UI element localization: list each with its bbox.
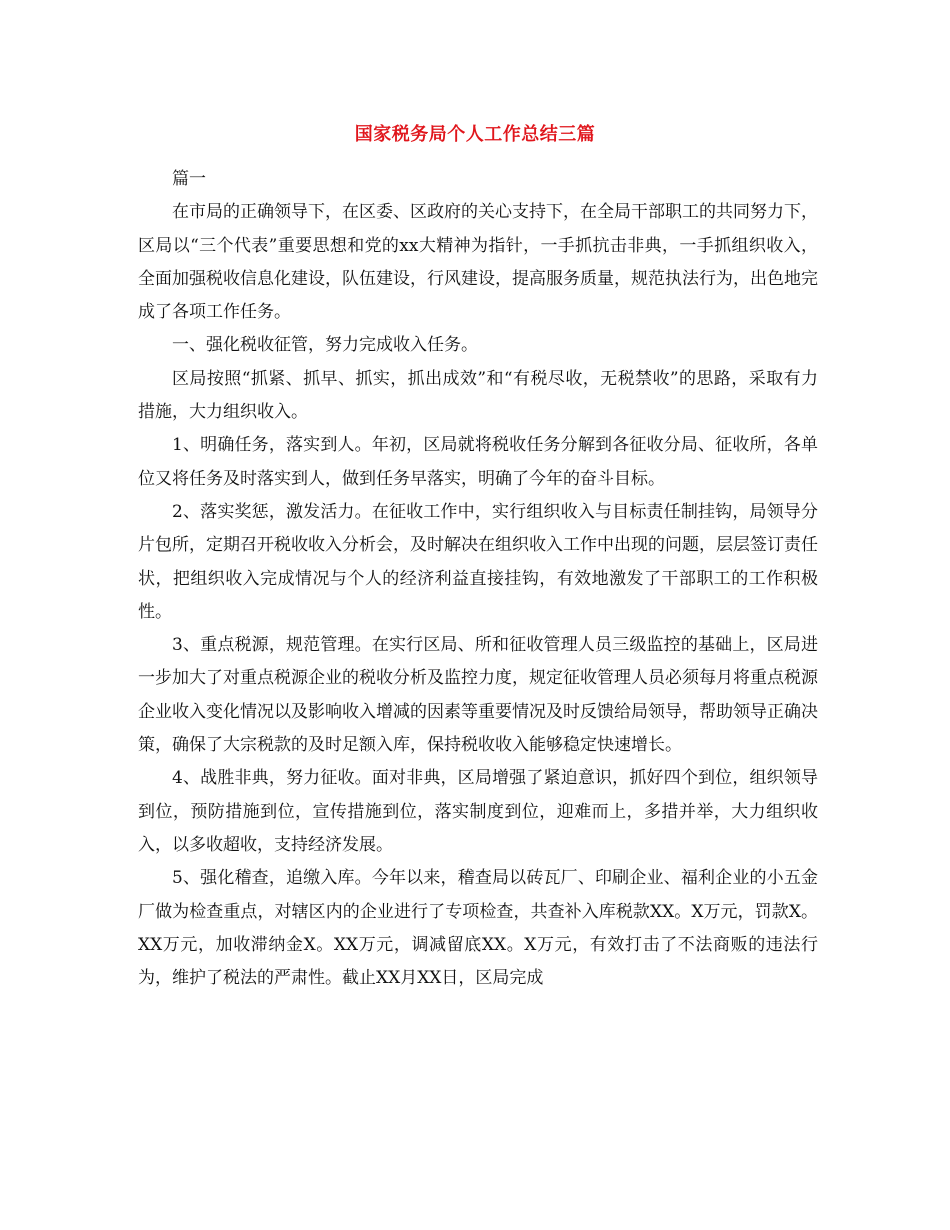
document-title: 国家税务局个人工作总结三篇	[354, 124, 596, 145]
subsection-heading: 一、强化税收征管，努力完成收入任务。	[172, 335, 478, 356]
paragraph: 3、重点税源，规范管理。在实行区局、所和征收管理人员三级监控的基础上，区局进一步加大了对重点税源企业的税收分析及监控力度，规定征收管理人员必须每月将重点税源企业收入变化情况以及影响收入增减的因素等重要情况及时反馈给局领导，帮助领导正确决策，确保了大宗税款的及时足额入库，保持税收收入能够稳定快速增长。	[138, 635, 818, 756]
paragraph: 2、落实奖惩，激发活力。在征收工作中，实行组织收入与目标责任制挂钩，局领导分片包所，定期召开税收收入分析会，及时解决在组织收入工作中出现的问题，层层签订责任状，把组织收入完成情况与个人的经济利益直接挂钩，有效地激发了干部职工的工作积极性。	[138, 501, 818, 622]
paragraph: 4、战胜非典，努力征收。面对非典，区局增强了紧迫意识，抓好四个到位，组织领导到位，预防措施到位，宣传措施到位，落实制度到位，迎难而上，多措并举，大力组织收入，以多收超收，支持经济发展。	[138, 768, 818, 855]
paragraph: 1、明确任务，落实到人。年初，区局就将税收任务分解到各征收分局、征收所，各单位又将任务及时落实到人，做到任务早落实，明确了今年的奋斗目标。	[138, 435, 818, 489]
paragraph: 5、强化稽查，追缴入库。今年以来，稽查局以砖瓦厂、印刷企业、福利企业的小五金厂做为检查重点，对辖区内的企业进行了专项检查，共查补入库税款XX。X万元，罚款X。XX万元，加收滞纳金X。XX万元，调减留底XX。X万元，有效打击了不法商贩的违法行为，维护了税法的严肃性。截止XX月XX日，区局完成	[138, 868, 818, 989]
document-body	[138, 163, 818, 995]
paragraph: 区局按照“抓紧、抓早、抓实，抓出成效”和“有税尽收，无税禁收”的思路，采取有力措施，大力组织收入。	[138, 368, 818, 423]
section-heading: 篇一	[172, 169, 206, 189]
paragraph: 在市局的正确领导下，在区委、区政府的关心支持下，在全局干部职工的共同努力下，区局以“三个代表”重要思想和党的xx大精神为指针，一手抓抗击非典，一手抓组织收入，全面加强税收信息化建设，队伍建设，行风建设，提高服务质量，规范执法行为，出色地完成了各项工作任务。	[138, 202, 818, 323]
